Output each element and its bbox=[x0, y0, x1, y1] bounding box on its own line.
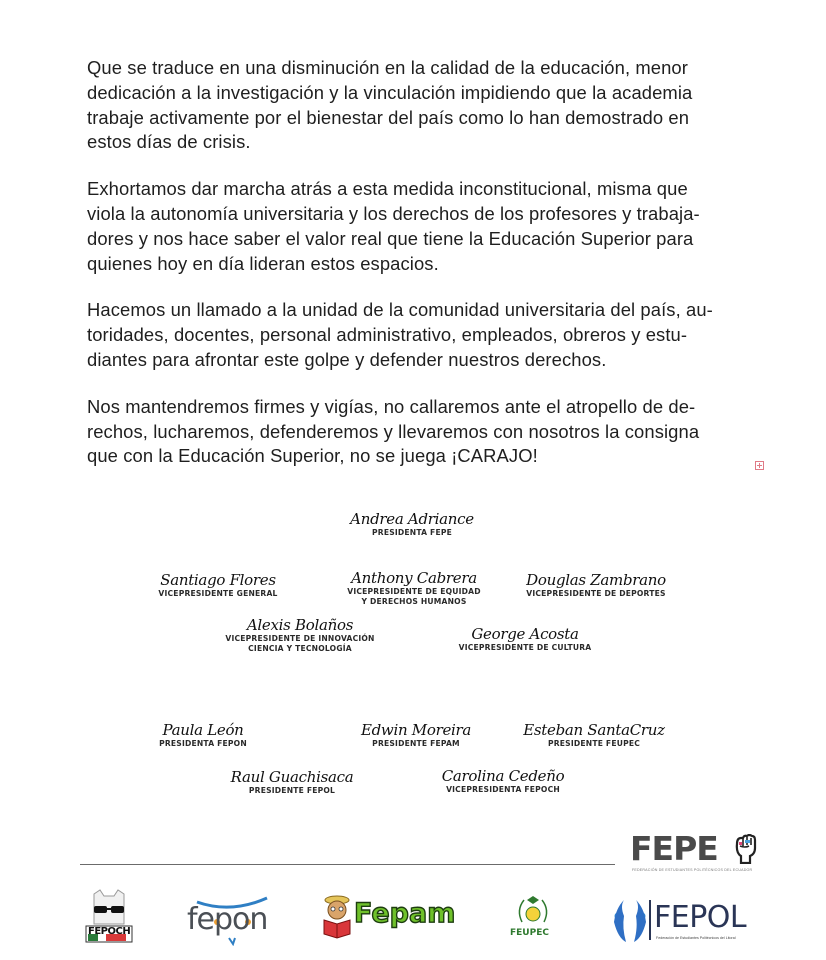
signature-santiago-flores bbox=[158, 571, 277, 599]
signature-douglas-zambrano bbox=[526, 571, 666, 599]
fepam-logo-text: Fepam bbox=[354, 898, 456, 929]
feupec-logo-text: FEUPEC bbox=[510, 928, 549, 938]
text-line: estos días de crisis. bbox=[87, 131, 251, 153]
signature-role: PRESIDENTA FEPON bbox=[159, 739, 247, 748]
signature-name: George Acosta bbox=[471, 625, 579, 643]
signature-paula-leon bbox=[159, 721, 247, 749]
text-line: Exhortamos dar marcha atrás a esta medida inconstitucional, misma que bbox=[87, 178, 688, 200]
text-line: rechos, lucharemos, defenderemos y llevaremos con nosotros la consigna bbox=[87, 420, 700, 442]
signature-carolina-cedeno bbox=[442, 767, 565, 795]
signature-name: Raul Guachisaca bbox=[230, 768, 354, 786]
fepol-logo-text: FEPOL bbox=[654, 900, 747, 935]
signature-anthony-cabrera bbox=[347, 569, 480, 607]
text-line: viola la autonomía universitaria y los derechos de los profesores y trabaja- bbox=[87, 202, 700, 224]
signature-name: Andrea Adriance bbox=[350, 510, 474, 528]
signature-andrea-adriance bbox=[350, 510, 474, 538]
fepam-mascot-icon bbox=[320, 892, 354, 942]
text-line: dores y nos hace saber el valor real que tiene la Educación Superior para bbox=[87, 227, 694, 249]
signature-name: Esteban SantaCruz bbox=[523, 721, 665, 739]
paragraph-1 bbox=[87, 56, 763, 155]
feupec-emblem-icon bbox=[508, 892, 558, 932]
signature-esteban-santacruz bbox=[523, 721, 665, 749]
signature-role: VICEPRESIDENTA FEPOCH bbox=[446, 785, 560, 794]
fepe-logo bbox=[630, 829, 762, 876]
signature-role: VICEPRESIDENTE DE CULTURA bbox=[458, 643, 592, 652]
text-line: trabaje activamente por el bienestar del país como lo han demostrado en bbox=[87, 106, 690, 128]
signature-role: CIENCIA Y TECNOLOGÍA bbox=[248, 644, 352, 653]
fepol-logo bbox=[612, 896, 752, 946]
letter-body bbox=[87, 56, 763, 491]
fepoch-logo bbox=[82, 888, 136, 946]
paragraph-3 bbox=[87, 298, 763, 372]
signature-role: VICEPRESIDENTE GENERAL bbox=[158, 589, 278, 598]
signature-role: VICEPRESIDENTE DE INNOVACIÓN bbox=[225, 634, 375, 643]
text-line: toridades, docentes, personal administrativo, empleados, obreros y estu- bbox=[87, 324, 688, 346]
text-line: Hacemos un llamado a la unidad de la comunidad universitaria del país, au- bbox=[87, 299, 713, 321]
text-line: Nos mantendremos firmes y vigías, no callaremos ante el atropello de de- bbox=[87, 395, 696, 417]
signature-name: Anthony Cabrera bbox=[351, 569, 477, 587]
text-line: diantes para afrontar este golpe y defender nuestros derechos. bbox=[87, 348, 607, 370]
fepon-logo bbox=[185, 892, 277, 946]
signature-name: Alexis Bolaños bbox=[246, 616, 354, 634]
signature-edwin-moreira bbox=[361, 721, 471, 749]
signature-raul-guachisaca bbox=[231, 768, 354, 796]
paragraph-2 bbox=[87, 177, 763, 276]
divider-line bbox=[80, 864, 615, 865]
signature-role: PRESIDENTE FEUPEC bbox=[547, 739, 641, 748]
fepol-divider bbox=[649, 900, 651, 940]
signature-name: Edwin Moreira bbox=[360, 721, 472, 739]
signature-role: Y DERECHOS HUMANOS bbox=[361, 597, 467, 606]
fepoch-mascot-icon bbox=[82, 888, 136, 946]
signature-george-acosta bbox=[459, 625, 592, 653]
signature-name: Carolina Cedeño bbox=[441, 767, 565, 785]
raised-fist-icon bbox=[733, 834, 759, 864]
signature-role: VICEPRESIDENTE DE DEPORTES bbox=[526, 589, 666, 598]
signature-role: VICEPRESIDENTE DE EQUIDAD bbox=[347, 587, 481, 596]
fepol-logo-subtitle: Federación de Estudiantes Politécnicos del Litoral bbox=[656, 936, 736, 940]
fepon-logo-text: fepon bbox=[187, 902, 268, 937]
fepe-logo-text: FEPE bbox=[630, 829, 718, 868]
feupec-logo bbox=[508, 892, 558, 948]
text-line: Que se traduce en una disminución en la calidad de la educación, menor bbox=[87, 57, 688, 78]
paragraph-4 bbox=[87, 395, 763, 469]
signature-alexis-bolanos bbox=[225, 616, 374, 654]
signature-role: PRESIDENTE FEPOL bbox=[248, 786, 336, 795]
fepe-logo-subtitle: FEDERACIÓN DE ESTUDIANTES POLITÉCNICOS DEL ECUADOR bbox=[632, 868, 753, 872]
fepoch-logo-text: FEPOCH bbox=[88, 926, 131, 937]
expand-icon[interactable] bbox=[755, 461, 764, 470]
signature-role: PRESIDENTE FEPAM bbox=[372, 739, 460, 748]
text-line: quienes hoy en día lideran estos espacios. bbox=[87, 252, 439, 274]
text-line: dedicación a la investigación y la vinculación impidiendo que la academia bbox=[87, 81, 693, 103]
fepam-logo bbox=[320, 892, 470, 948]
signature-name: Santiago Flores bbox=[160, 571, 276, 589]
fepol-figures-icon bbox=[612, 896, 648, 944]
text-line: que con la Educación Superior, no se juega ¡CARAJO! bbox=[87, 445, 538, 467]
signature-role: PRESIDENTA FEPE bbox=[372, 528, 452, 537]
signature-name: Paula León bbox=[162, 721, 244, 739]
signature-name: Douglas Zambrano bbox=[526, 571, 666, 589]
